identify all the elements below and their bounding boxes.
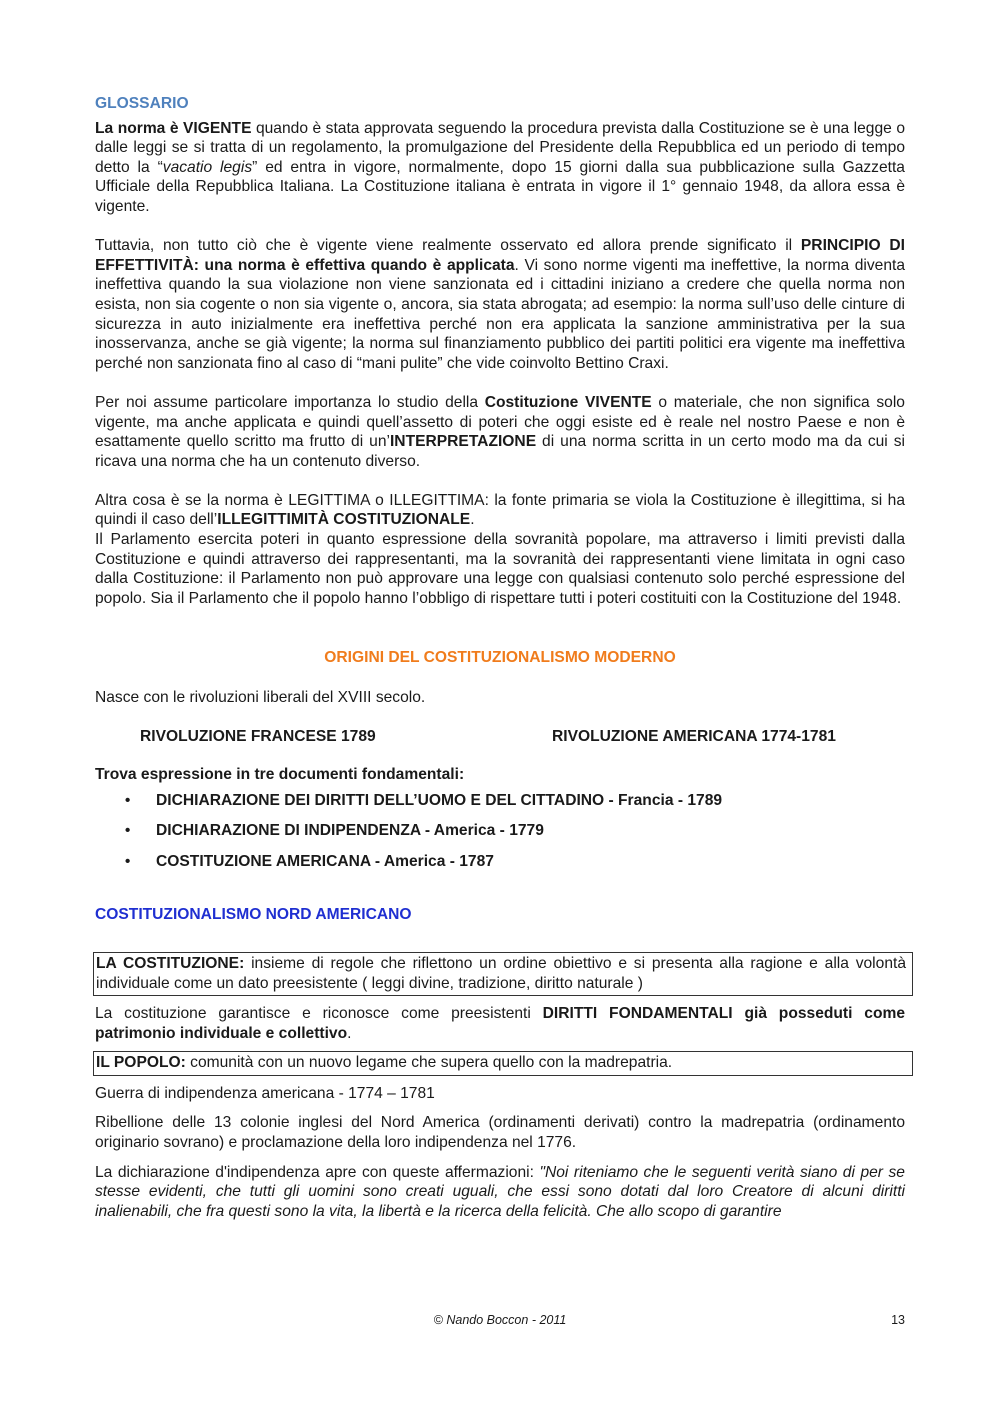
text-run: Per noi assume particolare importanza lo studio della (95, 393, 485, 411)
bold-term: PRINCIPIO DI EFFETTIVITÀ: una norma è effettiva quando è applicata (95, 237, 905, 274)
glossario-paragraph-effettivita (95, 236, 905, 373)
costituzione-box (93, 952, 913, 996)
glossario-paragraph-vivente (95, 393, 905, 471)
rivoluzione-americana: RIVOLUZIONE AMERICANA 1774-1781 (552, 727, 836, 745)
popolo-box (93, 1051, 913, 1076)
costituzione-definition (96, 954, 906, 993)
text-run: Altra cosa è se la norma è LEGITTIMA o ILLEGITTIMA: la fonte primaria se viola la Costituzione è illegittima, si ha quindi il caso dell’ (95, 491, 905, 529)
text-run: di una norma scritta in un certo modo ma da cui si ricava una norma che ha un contenuto diverso. (95, 433, 905, 470)
bold-term: LA COSTITUZIONE: (96, 954, 245, 972)
rivoluzione-francese: RIVOLUZIONE FRANCESE 1789 (140, 727, 376, 745)
italic-term: vacatio legis (162, 158, 253, 176)
text-run: insieme di regole che riflettono un ordine obiettivo e si presenta alla ragione e alla volontà individuale come un dato preesistente ( leggi divine, tradizione, diritto naturale ) (96, 954, 906, 992)
bold-term: La norma è VIGENTE (95, 119, 252, 137)
documents-list (95, 791, 905, 883)
bold-term: Costituzione VIVENTE (484, 393, 652, 411)
text-run: . (470, 511, 475, 529)
text-run: La dichiarazione d'indipendenza apre con queste affermazioni: (95, 1163, 540, 1181)
bold-term: IL POPOLO: (96, 1054, 186, 1072)
text-run: La costituzione garantisce e riconosce come preesistenti (95, 1005, 543, 1023)
origini-intro: Nasce con le rivoluzioni liberali del XVIII secolo. (95, 689, 426, 707)
text-run: Tuttavia, non tutto ciò che è vigente viene realmente osservato ed allora prende significato il (95, 237, 801, 255)
list-item: • DICHIARAZIONE DEI DIRITTI DELL’UOMO E DEL CITTADINO - Francia - 1789 (95, 791, 905, 822)
list-item: • DICHIARAZIONE DI INDIPENDENZA - America - 1779 (95, 821, 905, 852)
ribellione-paragraph: Ribellione delle 13 colonie inglesi del Nord America (ordinamenti derivati) contro la madrepatria (ordinamento originario sovrano) e proclamazione della loro indipendenza nel 1776. (95, 1114, 905, 1152)
text-run: o materiale, che non significa solo vigente, ma anche applicata e quindi quell’assetto di poteri che oggi esiste ed è reale nel nostro Paese e non è esattamente quello scritto ma frutto di un’ (95, 393, 905, 451)
nordamericano-heading: COSTITUZIONALISMO NORD AMERICANO (95, 906, 412, 924)
glossario-paragraph-vigente (95, 119, 905, 217)
italic-quote: "Noi riteniamo che le seguenti verità siano di per se stesse evidenti, che tutti gli uomini sono creati uguali, che essi sono dotati dal loro Creatore di alcuni diritti inalienabili, che fra questi sono la vita, la libertà e la ricerca della felicità. Che allo scopo di garantire (95, 1163, 905, 1220)
guerra-indipendenza-line: Guerra di indipendenza americana - 1774 – 1781 (95, 1084, 435, 1102)
glossario-paragraph-parlamento: Il Parlamento esercita poteri in quanto espressione della sovranità popolare, ma attraverso i limiti previsti dalla Costituzione e quindi attraverso dei rappresentanti, ma la sovranità dei rappresentanti viene limitata in ogni caso dalla Costituzione: il Parlamento non può approvare una legge con qualsiasi contenuto solo perché espressione del popolo. Sia il Parlamento che il popolo hanno l’obbligo di rispettare tutti i poteri costituiti con la Costituzione del 1948. (95, 531, 905, 607)
footer-credit: © Nando Boccon - 2011 (433, 1313, 567, 1327)
text-run: comunità con un nuovo legame che supera quello con la madrepatria. (185, 1054, 673, 1072)
glossario-paragraph-legittima (95, 491, 905, 530)
bold-term: INTERPRETAZIONE (389, 433, 537, 451)
bold-term: ILLEGITTIMITÀ COSTITUZIONALE (217, 511, 471, 529)
documents-intro: Trova espressione in tre documenti fondamentali: (95, 766, 465, 784)
revolutions-row (140, 727, 905, 747)
text-run: . Vi sono norme vigenti ma ineffettive, la norma diventa ineffettiva quando la sua violazione non viene sanzionata ed i cittadini iniziano a credere che quella norma non esista, non sia cogente o non sia vigente o, ancora, sia stata abrogata; ad esempio: la norma sull’uso delle cinture di sicurezza in auto inizialmente era ineffettiva perché non era applicata la sanzione amministrativa per la sua inosservanza, anche se già vigente; la norma sul finanziamento pubblico dei partiti politici era vigente ma ineffettiva perché non sanzionata fino al caso di “mani pulite” che vide coinvolto Bettino Craxi. (95, 256, 905, 372)
bold-term: DIRITTI FONDAMENTALI già posseduti come patrimonio individuale e collettivo (95, 1005, 906, 1042)
glossario-heading: GLOSSARIO (95, 95, 189, 112)
text-run: . (347, 1024, 352, 1042)
text-run: quando è stata approvata seguendo la procedura prevista dalla Costituzione se è una legge o dalle leggi se si tratta di un regolamento, la promulgazione del Presidente della Repubblica ed un periodo di tempo detto la “ (95, 119, 905, 176)
list-item: • COSTITUZIONE AMERICANA - America - 1787 (95, 852, 905, 883)
document-page (95, 94, 905, 1221)
origini-heading: ORIGINI DEL COSTITUZIONALISMO MODERNO (324, 649, 676, 667)
text-run: ” ed entra in vigore, normalmente, dopo 15 giorni dalla sua pubblicazione sulla Gazzetta Ufficiale della Repubblica Italiana. La Costituzione italiana è entrata in vigore il 1° gennaio 1948, da allora essa è vigente. (95, 158, 905, 215)
dichiarazione-paragraph (95, 1163, 905, 1222)
page-number: 13 (891, 1313, 905, 1327)
popolo-definition (96, 1053, 906, 1073)
diritti-fondamentali-paragraph (95, 1004, 905, 1043)
